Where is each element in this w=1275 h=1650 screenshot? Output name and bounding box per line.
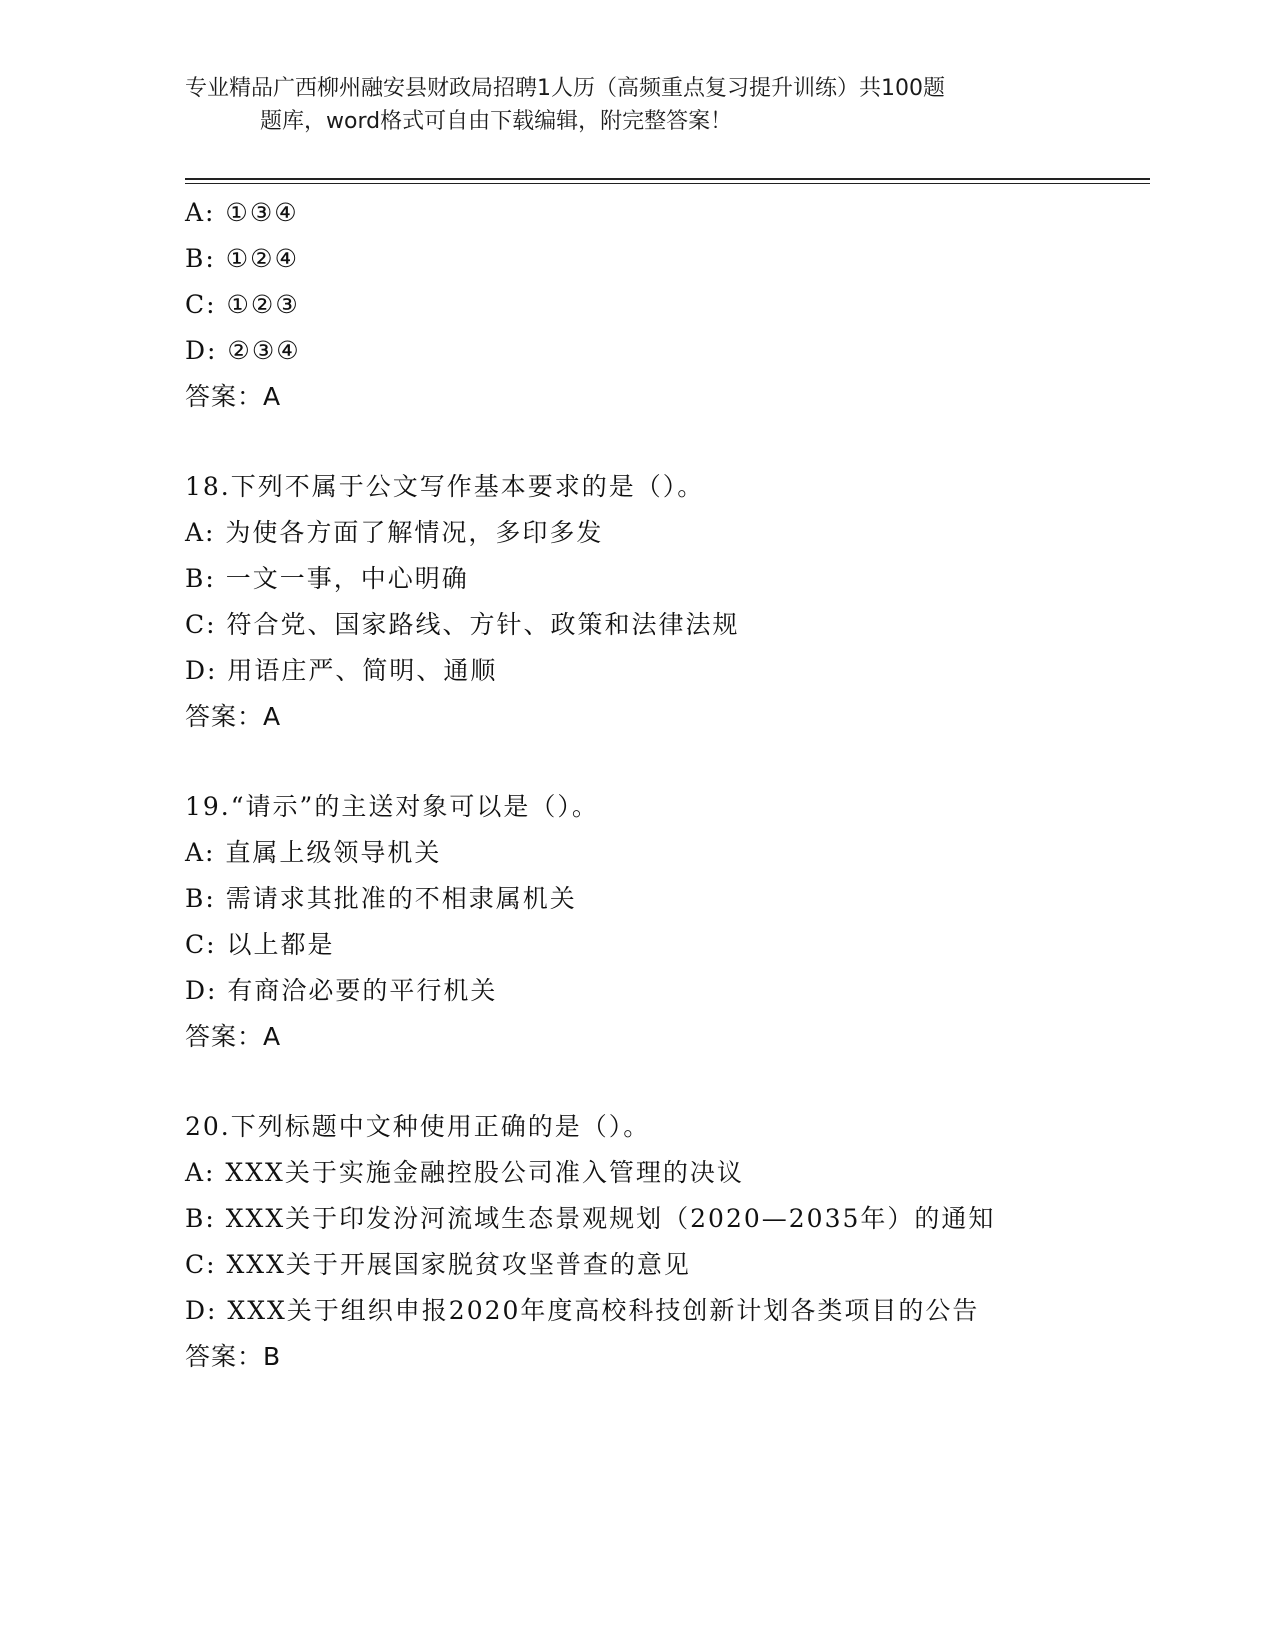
header-divider-thin [185, 183, 1150, 184]
q20-answer: 答案：B [185, 1342, 282, 1371]
q17-option-c: C: ①②③ [185, 290, 300, 319]
question-17-options [185, 190, 1145, 420]
q17-option-a: A: ①③④ [185, 198, 299, 227]
q17-option-b: B: ①②④ [185, 244, 299, 273]
q20-option-c: C: XXX关于开展国家脱贫攻坚普查的意见 [185, 1250, 691, 1279]
q20-option-d: D: XXX关于组织申报2020年度高校科技创新计划各类项目的公告 [185, 1296, 980, 1325]
q17-answer: 答案：A [185, 382, 282, 411]
q19-option-c: C: 以上都是 [185, 930, 335, 959]
spacer [185, 740, 1145, 784]
q18-option-b: B: 一文一事，中心明确 [185, 564, 469, 593]
q19-option-d: D: 有商洽必要的平行机关 [185, 976, 498, 1005]
q20-question: 20.下列标题中文种使用正确的是（）。 [185, 1112, 651, 1141]
q18-option-c: C: 符合党、国家路线、方针、政策和法律法规 [185, 610, 740, 639]
q20-option-a: A: XXX关于实施金融控股公司准入管理的决议 [185, 1158, 744, 1187]
q19-option-a: A: 直属上级领导机关 [185, 838, 442, 867]
q18-question: 18.下列不属于公文写作基本要求的是（）。 [185, 472, 705, 501]
q19-option-b: B: 需请求其批准的不相隶属机关 [185, 884, 577, 913]
header-divider-thick [185, 178, 1150, 180]
document-body [185, 190, 1145, 1380]
question-20 [185, 1104, 1145, 1380]
q18-answer: 答案：A [185, 702, 282, 731]
spacer [185, 420, 1145, 464]
header-title-line2: 题库，word格式可自由下载编辑，附完整答案！ [260, 109, 733, 134]
q17-option-d: D: ②③④ [185, 336, 301, 365]
header-title-line1: 专业精品广西柳州融安县财政局招聘1人历（高频重点复习提升训练）共100题 [185, 76, 945, 101]
q18-option-a: A: 为使各方面了解情况，多印多发 [185, 518, 604, 547]
question-18 [185, 464, 1145, 740]
document-header [185, 72, 1085, 138]
q19-answer: 答案：A [185, 1022, 282, 1051]
question-19 [185, 784, 1145, 1060]
q18-option-d: D: 用语庄严、简明、通顺 [185, 656, 498, 685]
spacer [185, 1060, 1145, 1104]
q19-question: 19.“请示”的主送对象可以是（）。 [185, 792, 599, 821]
q20-option-b: B: XXX关于印发汾河流域生态景观规划（2020—2035年）的通知 [185, 1204, 996, 1233]
